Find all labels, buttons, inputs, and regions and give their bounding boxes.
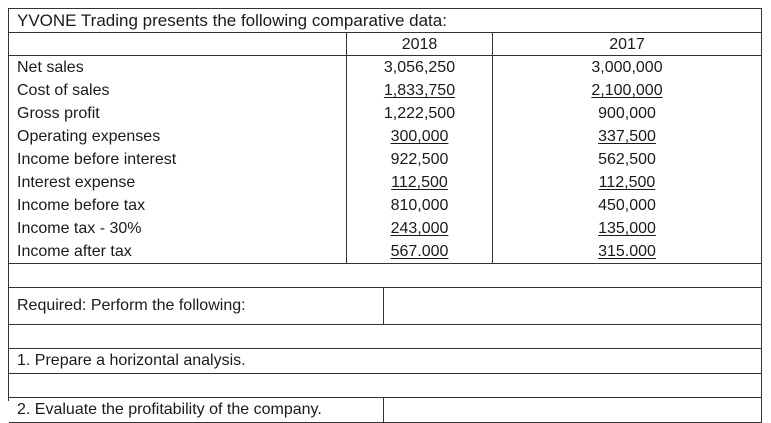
required-heading: Required: Perform the following: — [17, 297, 246, 314]
spacer-row — [9, 374, 762, 398]
value-2017: 315.000 — [598, 243, 656, 260]
value-2018: 1,833,750 — [383, 82, 456, 99]
value-2017: 562,500 — [598, 151, 656, 168]
value-2018: 112,500 — [391, 174, 448, 191]
header-2017: 2017 — [493, 33, 761, 56]
row-label: Interest expense — [17, 174, 136, 191]
column-2017 — [493, 33, 761, 263]
spacer-row — [9, 264, 762, 288]
value-2018: 1,222,500 — [383, 105, 456, 122]
row-label: Income before interest — [17, 151, 177, 168]
value-2017: 3,000,000 — [591, 59, 663, 76]
worksheet-title: YVONE Trading presents the following comparative data: — [17, 11, 447, 30]
column-2018 — [347, 33, 493, 263]
title-row — [9, 9, 762, 33]
value-2017: 450,000 — [598, 197, 656, 214]
value-2018: 567.000 — [390, 243, 449, 260]
value-2018: 243,000 — [390, 220, 449, 237]
value-2018: 922,500 — [390, 151, 449, 168]
row-label: Operating expenses — [17, 128, 161, 145]
row-label: Net sales — [17, 59, 84, 76]
value-2017: 2,100,000 — [591, 82, 663, 99]
required-row — [9, 288, 762, 325]
label-column — [9, 33, 347, 263]
value-2017: 135,000 — [598, 220, 656, 237]
task-2-text: 2. Evaluate the profitability of the company. — [17, 401, 322, 418]
row-label: Income tax - 30% — [17, 220, 142, 237]
value-2018: 300,000 — [390, 128, 449, 145]
value-2017: 112,500 — [598, 174, 656, 191]
task-1-text: 1. Prepare a horizontal analysis. — [17, 352, 246, 369]
row-label: Cost of sales — [17, 82, 110, 99]
value-2017: 337,500 — [598, 128, 656, 145]
spacer-row — [9, 325, 762, 349]
label-header — [9, 33, 346, 56]
header-2018: 2018 — [347, 33, 492, 56]
value-2018: 3,056,250 — [383, 59, 456, 76]
row-label: Income before tax — [17, 197, 146, 214]
data-table — [9, 33, 762, 264]
value-2018: 810,000 — [390, 197, 449, 214]
task-1-row — [9, 349, 762, 374]
value-2017: 900,000 — [598, 105, 656, 122]
worksheet — [8, 8, 762, 418]
task-2-row — [9, 398, 762, 423]
row-label: Gross profit — [17, 105, 100, 122]
row-label: Income after tax — [17, 243, 132, 260]
